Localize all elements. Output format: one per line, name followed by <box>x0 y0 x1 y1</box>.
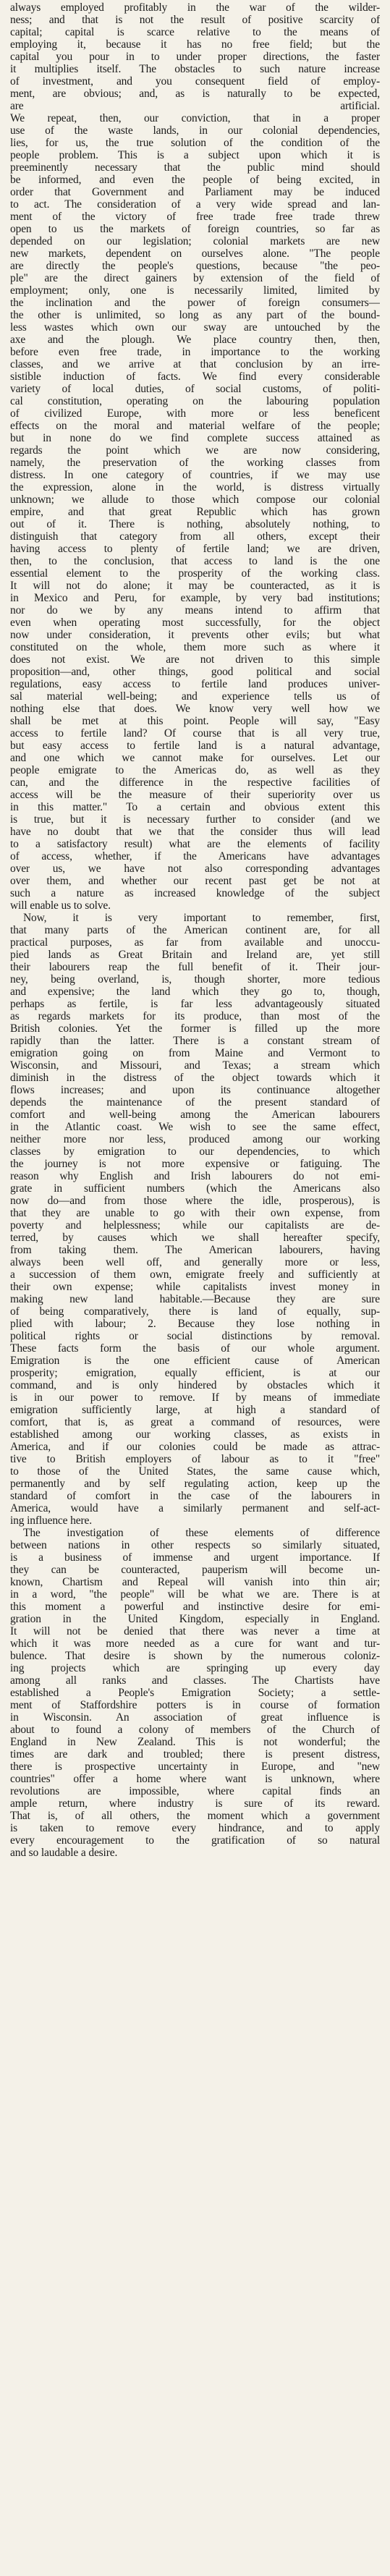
text-line: revolutions are impossible, where capital finds an <box>10 1785 380 1797</box>
text-line: permanently and by self regulating action, keep up the <box>10 1478 380 1490</box>
text-line: which it was more needed as a cure for want and tur- <box>10 1637 380 1650</box>
text-line: poverty and helplessness; while our capitalists are de- <box>10 1219 380 1232</box>
text-line: essential element to the prosperity of the working class. <box>10 567 380 580</box>
text-line: there is prospective uncertainty in Europe, and "new <box>10 1761 380 1773</box>
text-line: it multiplies itself. The obstacles to such nature increase <box>10 63 380 75</box>
text-line: access will be the measure of their superiority over us <box>10 789 380 801</box>
text-line: command, and is only hindered by obstacles which it <box>10 1379 380 1391</box>
text-line: Now, it is very important to remember, first, <box>23 912 380 924</box>
text-line: but easy access to fertile land is a natural advantage, <box>10 740 380 752</box>
text-line: We repeat, then, our conviction, that in a proper <box>10 112 380 124</box>
text-line: to a satisfactory result) what are the elements of facility <box>10 838 380 850</box>
text-line: in the Atlantic coast. We wish to see the same effect, <box>10 1121 380 1133</box>
text-line: about to found a colony of members of the Church of <box>10 1724 380 1736</box>
text-line: empire, and that great Republic which has grown <box>10 506 380 518</box>
text-line: use of the waste lands, in our colonial dependencies, <box>10 124 380 137</box>
text-line: flows increases; and upon its continuance altogether <box>10 1084 380 1096</box>
text-line: depended on our legislation; colonial markets are new <box>10 235 380 247</box>
text-line: ple" are the direct gainers by extension of the field of <box>10 272 380 284</box>
text-line: and one which we cannot make for ourselves. Let our <box>10 752 380 764</box>
text-line: regards the point which we are now considering, <box>10 444 380 457</box>
text-line: but in none do we find complete success attained as <box>10 432 380 444</box>
text-line: Wisconsin, and Missouri, and Texas; a stream which <box>10 1059 380 1072</box>
text-line: depends the maintenance of the present standard of <box>10 1096 380 1109</box>
text-line: comfort, that is, as great a command of resources, were <box>10 1416 380 1428</box>
text-line: a succession of them own, emigrate freely and sufficiently at <box>10 1268 380 1281</box>
text-line: employing it, because it has no free field; but the <box>10 38 380 51</box>
text-line: the other is unlimited, so long as any part of the bound- <box>10 309 380 321</box>
text-line: now do—and from those where the idle, prosperous), is <box>10 1195 380 1207</box>
text-line: British colonies. Yet the former is filled up the more <box>10 1022 380 1035</box>
text-line: of access, whether, if the Americans have advantages <box>10 850 380 863</box>
text-line: preeminently necessary that the public mind should <box>10 161 380 174</box>
text-line: be informed, and even the people of being excited, in <box>10 174 380 186</box>
text-line: prosperity; emigration, equally efficient, is at our <box>10 1367 380 1379</box>
text-line: are directly the people's questions, because "the peo- <box>10 260 380 272</box>
text-line: that many parts of the American continent are, for all <box>10 924 380 936</box>
text-line: order that Government and Parliament may be induced <box>10 186 380 198</box>
text-line: gration in the United Kingdom, especially in England. <box>10 1613 380 1625</box>
text-line: England in New Zealand. This is not wonderful; the <box>10 1736 380 1748</box>
text-line: classes by emigration to our dependencies, to which <box>10 1145 380 1158</box>
text-line: making new land habitable.—Because they are sure <box>10 1293 380 1305</box>
text-line: to act. The consideration of a very wide spread and lan- <box>10 198 380 211</box>
text-line: ment, are obvious; and, as is naturally to be expected, <box>10 88 380 100</box>
text-line: practical purposes, as far from available and unoccu- <box>10 936 380 949</box>
text-line: terred, by causes which we shall hereafter specify, <box>10 1232 380 1244</box>
text-line: capital; capital is scarce relative to the means of <box>10 26 380 38</box>
text-line: and so laudable a desire. <box>10 1847 118 1859</box>
text-line: capital you pour in to under proper directions, the faster <box>10 51 380 63</box>
text-line: sal material well-being; and experience tells us of <box>10 690 380 703</box>
text-line: out of it. There is nothing, absolutely nothing, to <box>10 518 380 530</box>
text-line: in Mexico and Peru, for example, by very bad institutions; <box>10 592 380 604</box>
text-line: of investment, and you consequent field of employ- <box>10 75 380 88</box>
text-line: then, to the conclusion, that access to land is the one <box>10 555 380 567</box>
text-line: is true, but it is necessary further to consider (and we <box>10 813 380 826</box>
text-line: diminish in the distress of the object towards which it <box>10 1072 380 1084</box>
text-line: standard of comfort in the case of the labourers in <box>10 1490 380 1502</box>
text-line: emigration sufficiently large, at high a standard of <box>10 1404 380 1416</box>
text-line: in this matter." To a certain and obvious extent this <box>10 801 380 813</box>
text-line: known, Chartism and Repeal will vanish into thin air; <box>10 1576 380 1588</box>
text-line: is in our power to remove. If by means of immediate <box>10 1391 380 1404</box>
text-line: sistible induction of facts. We find every considerable <box>10 370 380 383</box>
text-line: of civilized Europe, with more or less beneficent <box>10 407 380 420</box>
newspaper-column <box>10 1 380 2570</box>
text-line: tive to British employers of labour as to it "free" <box>10 1453 380 1465</box>
text-line: their labourers reap the full benefit of it. Their jour- <box>10 961 380 973</box>
text-line: does not exist. We are not driven to this simple <box>10 653 380 666</box>
article-paragraph <box>10 1 380 912</box>
text-line: nor do we by any means intend to affirm that <box>10 604 380 617</box>
text-line: constituted on the whole, them more such as where it <box>10 641 380 653</box>
text-line: in Wisconsin. An association of great influence is <box>10 1711 380 1724</box>
text-line: people problem. This is a subject upon which it is <box>10 149 380 161</box>
text-line: plied with labour; 2. Because they lose nothing in <box>10 1318 380 1330</box>
text-line: proposition—and, other things, good political and social <box>10 666 380 678</box>
text-line: It will not be denied that there was never a time at <box>10 1625 380 1637</box>
text-line: axe and the plough. We place country then, then, <box>10 334 380 346</box>
text-line: comfort and well-being among the American labourers <box>10 1109 380 1121</box>
text-line: every encouragement to the gratification of so natural <box>10 1834 380 1847</box>
text-line: new markets, dependent on ourselves alone. "The people <box>10 247 380 260</box>
text-line: the expression, alone in the world, is distress virtually <box>10 481 380 493</box>
text-line: America, would have a similarly permanent and self-act- <box>10 1502 380 1514</box>
text-line: These facts form the basis of our whole argument. <box>10 1342 380 1355</box>
text-line: employment; only, one is necessarily limited, limited by <box>10 284 380 297</box>
text-line: having access to plenty of fertile land; we are driven, <box>10 543 380 555</box>
text-line: before even free trade, in importance to the working <box>10 346 380 358</box>
text-line: established among our working classes, as exists in <box>10 1428 380 1441</box>
text-line: emigration going on from Maine and Vermont to <box>10 1047 380 1059</box>
text-line: ing influence here. <box>10 1514 92 1527</box>
text-line: is taken to remove every hindrance, and to apply <box>10 1822 380 1834</box>
text-line: cal constitution, operating on the labouring population <box>10 395 380 407</box>
text-line: such a nature as increased knowledge of the subject <box>10 887 380 899</box>
text-line: they can be counteracted, pauperism will become un- <box>10 1564 380 1576</box>
text-line: reason why English and Irish labourers do not emi- <box>10 1170 380 1182</box>
text-line: neither more nor less, produced among our working <box>10 1133 380 1145</box>
text-line: variety of local duties, of social customs, of politi- <box>10 383 380 395</box>
text-line: lies, for us, the true solution of the condition of the <box>10 137 380 149</box>
text-line: countries" offer a home where want is unknown, where <box>10 1773 380 1785</box>
text-line: It will not do alone; it may be counteracted, as it is <box>10 580 380 592</box>
text-line: namely, the preservation of the working classes from <box>10 457 380 469</box>
text-line: grate in sufficient numbers (which the Americans also <box>10 1182 380 1195</box>
text-line: can, and the difference in the respective facilities of <box>10 776 380 789</box>
text-line: access to fertile land? Of course that is all very true, <box>10 727 380 740</box>
text-line: that they are unable to go with their own expense, from <box>10 1207 380 1219</box>
text-line: among all ranks and classes. The Chartists have <box>10 1674 380 1687</box>
text-line: distinguish that category from all others, except their <box>10 530 380 543</box>
text-line: of being comparatively, there is land of equally, sup- <box>10 1305 380 1318</box>
text-line: ample return, where industry is sure of its reward. <box>10 1797 380 1810</box>
text-line: pied lands as Great Britain and Ireland are, yet still <box>10 949 380 961</box>
text-line: between nations in other respects so similarly situated, <box>10 1539 380 1551</box>
text-line: always employed profitably in the war of the wilder- <box>10 1 380 14</box>
text-line: ness; and that is not the result of positive scarcity of <box>10 14 380 26</box>
text-line: effects on the moral and material welfare of the people; <box>10 420 380 432</box>
text-line: That is, of all others, the moment which a government <box>10 1810 380 1822</box>
text-line: as regards markets for its produce, than most of the <box>10 1010 380 1022</box>
text-line: Emigration is the one efficient cause of American <box>10 1355 380 1367</box>
text-line: have no doubt that we that the consider thus will lead <box>10 826 380 838</box>
text-line: ment of the victory of free trade free trade threw <box>10 211 380 223</box>
text-line: unknown; we allude to those which compose our colonial <box>10 493 380 506</box>
text-line: shall be met at this point. People will say, "Easy <box>10 715 380 727</box>
text-line: is a business of immense and urgent importance. If <box>10 1551 380 1564</box>
text-line: from taking them. The American labourers, having <box>10 1244 380 1256</box>
article-paragraph <box>10 1527 380 1859</box>
text-line: ing projects which are springing up every day <box>10 1662 380 1674</box>
text-line: regulations, easy access to fertile land produces univer- <box>10 678 380 690</box>
text-line: less wastes which own our sway are untouched by the <box>10 321 380 334</box>
text-line: America, and if our colonies could be made as attrac- <box>10 1441 380 1453</box>
text-line: classes, and we arrive at that conclusion by an irre- <box>10 358 380 370</box>
text-line: over us, we have not also corresponding advantages <box>10 863 380 875</box>
text-line: are artificial. <box>10 100 380 112</box>
text-line: and expensive; the land which they go to, though, <box>10 986 380 998</box>
text-line: times are dark and troubled; there is present distress, <box>10 1748 380 1761</box>
text-line: now under consideration, it prevents other evils; but what <box>10 629 380 641</box>
text-line: open to us the markets of foreign countries, so far as <box>10 223 380 235</box>
text-line: even when operating most successfully, for the object <box>10 617 380 629</box>
text-line: in a word, "the people" will be what we are. There is at <box>10 1588 380 1601</box>
text-line: the inclination and the power of foreign consumers— <box>10 297 380 309</box>
text-line: political rights or social distinctions by removal. <box>10 1330 380 1342</box>
text-line: the journey is not more expensive or fatiguing. The <box>10 1158 380 1170</box>
text-line: bulence. That desire is shown by the numerous coloniz- <box>10 1650 380 1662</box>
text-line: will enable us to solve. <box>10 899 111 912</box>
text-line: ney, being overland, is, though shorter, more tedious <box>10 973 380 986</box>
text-line: always been well off, and generally more or less, <box>10 1256 380 1268</box>
text-line: ment of Staffordshire potters is in course of formation <box>10 1699 380 1711</box>
text-line: established a People's Emigration Society; a settle- <box>10 1687 380 1699</box>
text-line: perhaps as fertile, is far less advantageously situated <box>10 998 380 1010</box>
text-line: their own expense; while capitalists invest money in <box>10 1281 380 1293</box>
article-paragraph <box>10 912 380 1527</box>
text-line: over them, and whether our recent past get be not at <box>10 875 380 887</box>
text-line: nothing else that does. We know very well how we <box>10 703 380 715</box>
text-line: rapidly than the latter. There is a constant stream of <box>10 1035 380 1047</box>
text-line: distress. In one category of countries, if we may use <box>10 469 380 481</box>
text-line: this moment a powerful and instinctive desire for emi- <box>10 1601 380 1613</box>
text-line: The investigation of these elements of difference <box>23 1527 380 1539</box>
text-line: people emigrate to the Americas do, as well as they <box>10 764 380 776</box>
text-line: to those of the United States, the same cause which, <box>10 1465 380 1478</box>
